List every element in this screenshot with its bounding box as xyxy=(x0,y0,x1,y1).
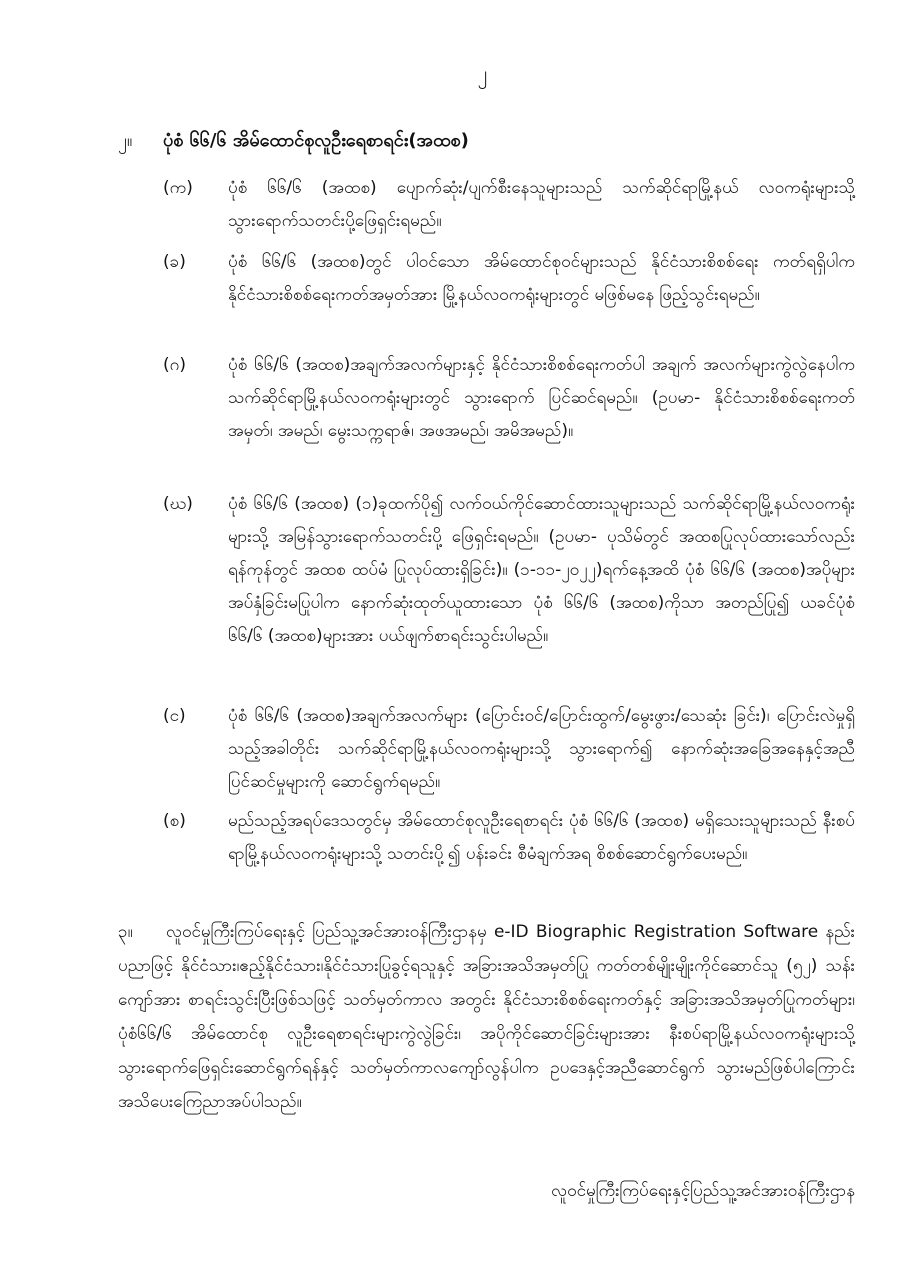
item-label: (င) xyxy=(163,706,186,726)
item-label: (ဃ) xyxy=(163,494,193,514)
signature-department: လူဝင်မှုကြီးကြပ်ရေးနှင့်ပြည်သူ့အင်အားဝန်ကြီးဌာန xyxy=(551,1181,855,1201)
section-number: ၂။ xyxy=(118,130,133,151)
paragraph-text: လူဝင်မှုကြီးကြပ်ရေးနှင့် ပြည်သူ့အင်အားဝန်ကြီးဌာနမှ e-ID Biographic Registration Software နည်းပညာဖြင့် နိုင်ငံသား၊ဧည့်နိုင်ငံသား၊နိုင်ငံသားပြုခွင့်ရသူနှင့် အခြားအသိအမှတ်ပြု ကတ်တစ်မျိုးမျိုးကိုင်ဆောင်သူ (၅၂) သန်းကျော်အား စာရင်းသွင်းပြီးဖြစ်သဖြင့် သတ်မှတ်ကာလ အတွင်း နိုင်ငံသားစိစစ်ရေးကတ်နှင့် အခြားအသိအမှတ်ပြုကတ်များ၊ ပုံစံ၆၆/၆ အိမ်ထောင်စု လူဦးရေစာရင်းများကွဲလွဲခြင်း၊ အပိုကိုင်ဆောင်ခြင်းများအား နီးစပ်ရာမြို့နယ်လဝကရုံးများသို့ သွားရောက်ဖြေရှင်းဆောင်ရွက်ရန်နှင့် သတ်မှတ်ကာလကျော်လွန်ပါက ဥပဒေနှင့်အညီဆောင်ရွက် သွားမည်ဖြစ်ပါကြောင်း အသိပေးကြေညာအပ်ပါသည်။ xyxy=(118,922,855,1112)
list-item xyxy=(163,172,855,238)
item-text: ပုံစံ ၆၆/၆ (အထစ) ပျောက်ဆုံး/ပျက်စီးနေသူများသည် သက်ဆိုင်ရာမြို့နယ် လဝကရုံးများသို့ သွားရောက်သတင်းပို့ဖြေရှင်းရမည်။ xyxy=(228,178,855,231)
page-number: ၂ xyxy=(477,61,488,85)
item-text: ပုံစံ ၆၆/၆ (အထစ)တွင် ပါဝင်သော အိမ်ထောင်စုဝင်များသည် နိုင်ငံသားစိစစ်ရေး ကတ်ရရှိပါက နိုင်ငံသားစိစစ်ရေးကတ်အမှတ်အား မြို့နယ်လဝကရုံးများတွင် မဖြစ်မနေ ဖြည့်သွင်းရမည်။ xyxy=(228,252,855,305)
item-label: (ဂ) xyxy=(163,355,186,375)
section-title: ပုံစံ ၆၆/၆ အိမ်ထောင်စုလူဦးရေစာရင်း(အထစ) xyxy=(163,130,469,151)
item-label: (က) xyxy=(163,178,193,198)
list-item xyxy=(163,488,855,653)
paragraph-number: ၃။ xyxy=(118,922,133,942)
item-text: ပုံစံ ၆၆/၆ (အထစ)အချက်အလက်များ (ပြောင်းဝင်/ပြောင်းထွက်/မွေးဖွား/သေဆုံး ခြင်း)၊ ပြောင်းလဲမှုရှိသည့်အခါတိုင်း သက်ဆိုင်ရာမြို့နယ်လဝကရုံးများသို့ သွားရောက်၍ နောက်ဆုံးအခြေအနေနှင့်အညီ ပြင်ဆင်မှုများကို ဆောင်ရွက်ရမည်။ xyxy=(228,706,855,792)
item-text: ပုံစံ ၆၆/၆ (အထစ) (၁)ခုထက်ပို၍ လက်ဝယ်ကိုင်ဆောင်ထားသူများသည် သက်ဆိုင်ရာမြို့နယ်လဝကရုံးများသို့ အမြန်သွားရောက်သတင်းပို့ ဖြေရှင်းရမည်။ (ဥပမာ- ပုသိမ်တွင် အထစပြုလုပ်ထားသော်လည်း ရန်ကုန်တွင် အထစ ထပ်မံ ပြုလုပ်ထားရှိခြင်း)။ (၁-၁၁-၂၀၂၂)ရက်နေ့အထိ ပုံစံ ၆၆/၆ (အထစ)အပိုများ အပ်နှံခြင်းမပြုပါက နောက်ဆုံးထုတ်ယူထားသော ပုံစံ ၆၆/၆ (အထစ)ကိုသာ အတည်ပြု၍ ယခင်ပုံစံ ၆၆/၆ (အထစ)များအား ပယ်ဖျက်စာရင်းသွင်းပါမည်။ xyxy=(228,494,855,646)
list-item xyxy=(163,246,855,312)
list-item xyxy=(163,805,855,871)
list-item xyxy=(163,700,855,799)
list-item xyxy=(163,349,855,448)
item-text: ပုံစံ ၆၆/၆ (အထစ)အချက်အလက်များနှင့် နိုင်ငံသားစိစစ်ရေးကတ်ပါ အချက် အလက်များကွဲလွဲနေပါက သက်ဆိုင်ရာမြို့နယ်လဝကရုံးများတွင် သွားရောက် ပြင်ဆင်ရမည်။ (ဥပမာ- နိုင်ငံသားစိစစ်ရေးကတ်အမှတ်၊ အမည်၊ မွေးသက္ကရာဇ်၊ အဖအမည်၊ အမိအမည်)။ xyxy=(228,355,855,441)
item-label: (စ) xyxy=(163,811,186,831)
item-label: (ခ) xyxy=(163,252,186,272)
item-text: မည်သည့်အရပ်ဒေသတွင်မှ အိမ်ထောင်စုလူဦးရေစာရင်း ပုံစံ ၆၆/၆ (အထစ) မရှိသေးသူများသည် နီးစပ်ရာမြို့နယ်လဝကရုံးများသို့ သတင်းပို့၍ ပန်းခင်း စီမံချက်အရ စိစစ်ဆောင်ရွက်ပေးမည်။ xyxy=(228,811,855,864)
paragraph-3 xyxy=(118,915,855,1119)
